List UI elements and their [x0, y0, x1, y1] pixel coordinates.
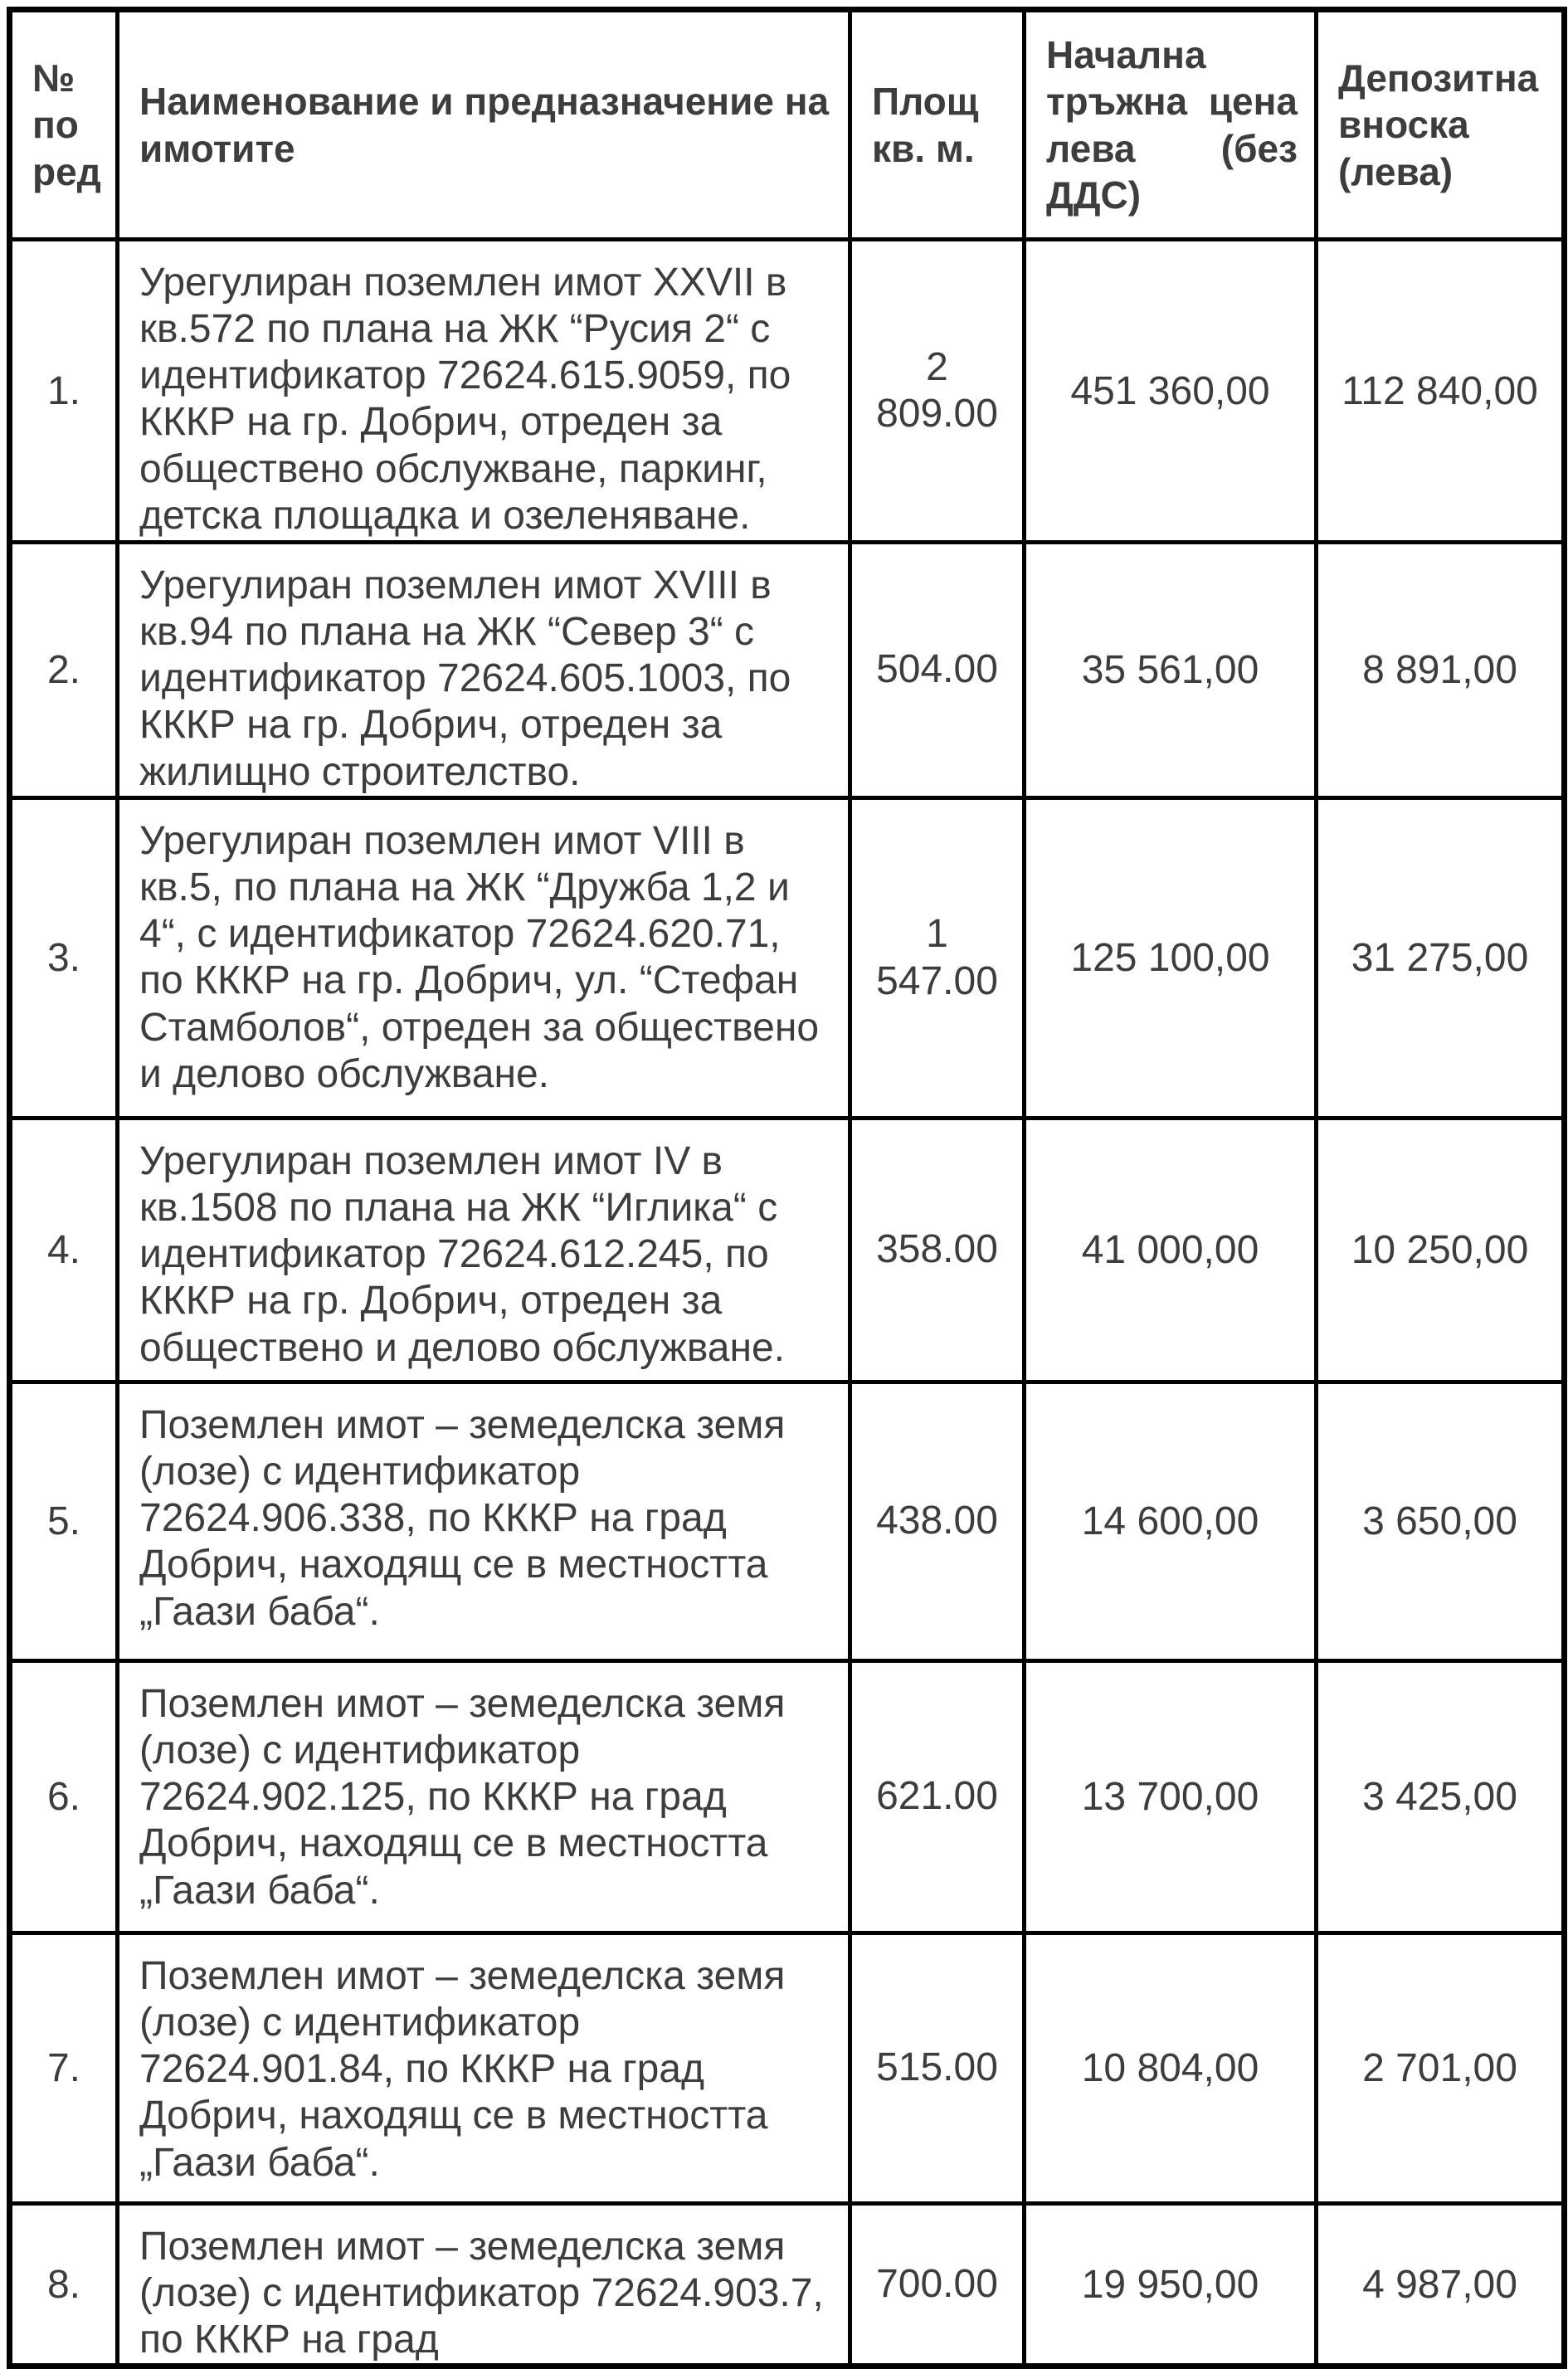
price-cell: 13 700,00 [1025, 1661, 1317, 1933]
property-description-cell: Урегулиран поземлен имот XVIII в кв.94 по плана на ЖК “Север 3“ с идентификатор 72624.605.1003, по КККР на гр. Добрич, отреден за жилищно строителство. [118, 543, 850, 798]
table-row [10, 543, 1565, 798]
header-area: Площ кв. м. [850, 10, 1025, 240]
area-cell: 438.00 [850, 1382, 1025, 1661]
header-property-description: Наименование и предназначение на имотите [118, 10, 850, 240]
price-cell: 14 600,00 [1025, 1382, 1317, 1661]
header-deposit: Депозитна вноска (лева) [1317, 10, 1565, 240]
deposit-cell: 8 891,00 [1317, 543, 1565, 798]
area-cell: 358.00 [850, 1119, 1025, 1382]
properties-auction-table [7, 7, 1567, 2369]
area-cell: 700.00 [850, 2204, 1025, 2367]
deposit-cell: 3 650,00 [1317, 1382, 1565, 1661]
area-cell: 1 547.00 [850, 798, 1025, 1119]
deposit-cell: 4 987,00 [1317, 2204, 1565, 2367]
table-row [10, 2204, 1565, 2367]
area-cell: 515.00 [850, 1933, 1025, 2204]
property-description-cell: Поземлен имот – земеделска земя (лозе) с идентификатор 72624.902.125, по КККР на град Добрич, находящ се в местността „Гаази баба“. [118, 1661, 850, 1933]
row-number-cell: 2. [10, 543, 118, 798]
header-row-number: № по ред [10, 10, 118, 240]
row-number-cell: 7. [10, 1933, 118, 2204]
price-cell: 35 561,00 [1025, 543, 1317, 798]
deposit-cell: 112 840,00 [1317, 240, 1565, 543]
area-cell: 621.00 [850, 1661, 1025, 1933]
property-description-cell: Урегулиран поземлен имот XXVII в кв.572 по плана на ЖК “Русия 2“ с идентификатор 72624.615.9059, по КККР на гр. Добрич, отреден за обществено обслужване, паркинг, детска площадка и озеленяване. [118, 240, 850, 543]
table-row [10, 1382, 1565, 1661]
table-row [10, 1933, 1565, 2204]
property-description-cell: Поземлен имот – земеделска земя (лозе) с идентификатор 72624.901.84, по КККР на град Добрич, находящ се в местността „Гаази баба“. [118, 1933, 850, 2204]
price-cell: 19 950,00 [1025, 2204, 1317, 2367]
price-cell: 451 360,00 [1025, 240, 1317, 543]
table-header-row [10, 10, 1565, 240]
table-row [10, 240, 1565, 543]
table-row [10, 798, 1565, 1119]
deposit-cell: 10 250,00 [1317, 1119, 1565, 1382]
row-number-cell: 6. [10, 1661, 118, 1933]
deposit-cell: 31 275,00 [1317, 798, 1565, 1119]
price-cell: 125 100,00 [1025, 798, 1317, 1119]
property-description-cell: Урегулиран поземлен имот IV в кв.1508 по плана на ЖК “Иглика“ с идентификатор 72624.612.245, по КККР на гр. Добрич, отреден за обществено и делово обслужване. [118, 1119, 850, 1382]
deposit-cell: 2 701,00 [1317, 1933, 1565, 2204]
row-number-cell: 3. [10, 798, 118, 1119]
table-row [10, 1661, 1565, 1933]
row-number-cell: 1. [10, 240, 118, 543]
deposit-cell: 3 425,00 [1317, 1661, 1565, 1933]
row-number-cell: 4. [10, 1119, 118, 1382]
price-cell: 10 804,00 [1025, 1933, 1317, 2204]
price-cell: 41 000,00 [1025, 1119, 1317, 1382]
row-number-cell: 5. [10, 1382, 118, 1661]
row-number-cell: 8. [10, 2204, 118, 2367]
property-description-cell: Поземлен имот – земеделска земя (лозе) с идентификатор 72624.906.338, по КККР на град Добрич, находящ се в местността „Гаази баба“. [118, 1382, 850, 1661]
header-starting-price: Начална тръжна цена лева (без ДДС) [1025, 10, 1317, 240]
table-row [10, 1119, 1565, 1382]
area-cell: 504.00 [850, 543, 1025, 798]
property-description-cell: Урегулиран поземлен имот VIII в кв.5, по плана на ЖК “Дружба 1,2 и 4“, с идентификатор 72624.620.71, по КККР на гр. Добрич, ул. “Стефан Стамболов“, отреден за обществено и делово обслужване. [118, 798, 850, 1119]
property-description-cell: Поземлен имот – земеделска земя (лозе) с идентификатор 72624.903.7, по КККР на град [118, 2204, 850, 2367]
area-cell: 2 809.00 [850, 240, 1025, 543]
